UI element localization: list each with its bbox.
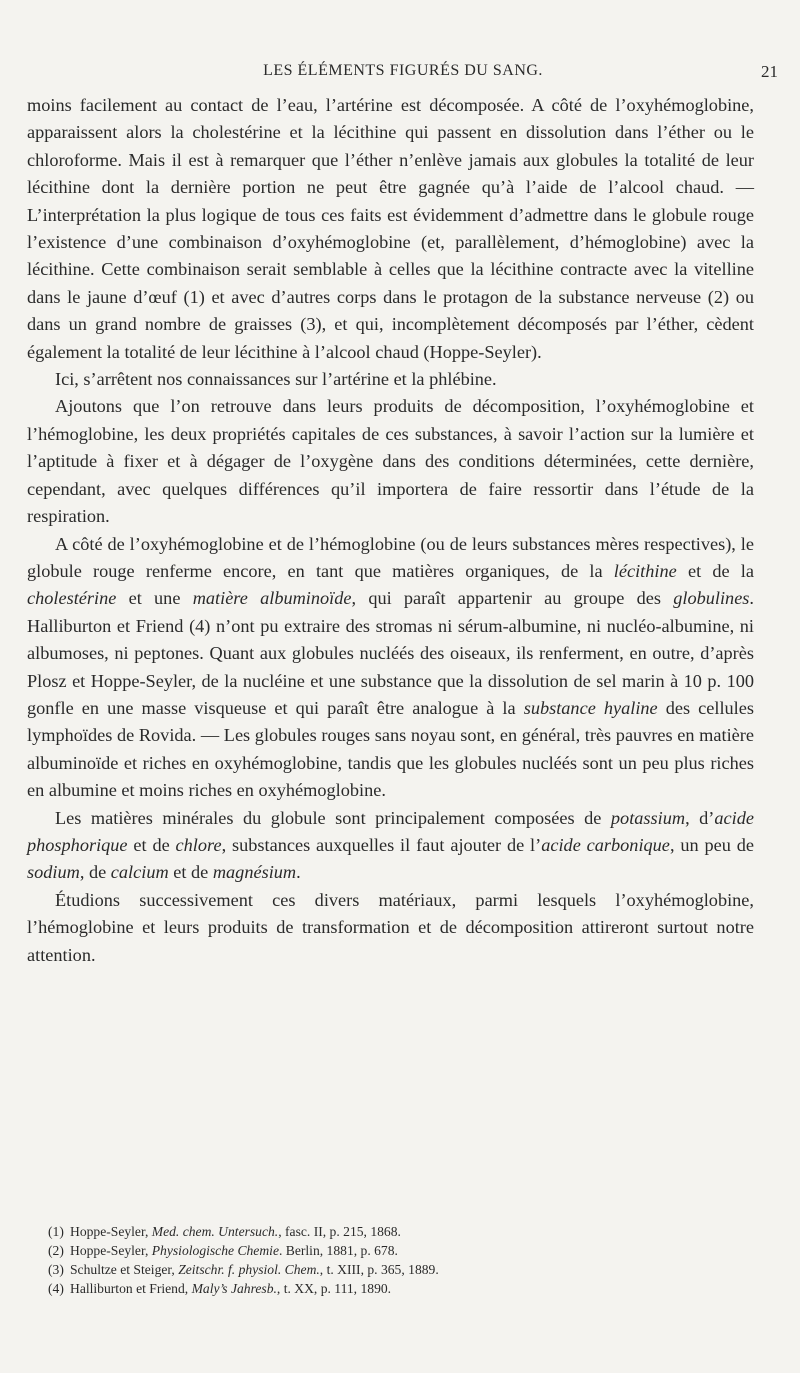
italic-term: Maly’s Jahresb. [191,1281,277,1296]
text-run: Halliburton et Friend, [70,1281,192,1296]
text-run: A côté de l’oxyhémoglobine et de l’hémoglobine (ou de leurs substances mères respectives), le globule rouge renferme encore, en tant que matières organiques, de la [27,533,754,581]
text-run: . [296,862,301,883]
text-run: Hoppe-Seyler, [70,1243,152,1258]
text-run: Schultze et Steiger, [70,1262,179,1277]
text-run: Ici, s’arrêtent nos connaissances sur l’artérine et la phlébine. [55,369,497,390]
text-run: et de [127,834,176,855]
italic-term: acide carbonique [541,834,670,855]
text-run: , t. XIII, p. 365, 1889. [319,1262,439,1277]
running-title: LES ÉLÉMENTS FIGURÉS DU SANG. [263,62,543,79]
paragraph [27,92,754,366]
text-run: Étudions successivement ces divers matériaux, parmi lesquels l’oxyhémoglobine, l’hémoglobine et leurs produits de transformation et de décomposition attireront surtout notre attention. [27,889,754,965]
italic-term: Med. chem. Untersuch. [151,1224,279,1239]
footnote [48,1260,748,1279]
paragraph [27,393,754,530]
text-run: Ajoutons que l’on retrouve dans leurs produits de décomposition, l’oxyhémoglobine et l’hémoglobine, les deux propriétés capitales de ces substances, à savoir l’action sur la lumière et l’aptitude à fixer et à dégager de l’oxygène dans des conditions déterminées, cette dernière, cependant, avec quelques différences qu’il importera de faire ressortir dans l’étude de la respiration. [27,396,754,527]
text-run: Les matières minérales du globule sont principalement composées de [55,807,611,828]
paragraph [27,887,754,969]
italic-term: matière albuminoïde [192,588,352,609]
text-run: , d’ [685,807,715,828]
text-run: , fasc. II, p. 215, 1868. [278,1224,401,1239]
italic-term: Zeitschr. f. physiol. Chem. [178,1262,320,1277]
italic-term: lécithine [613,560,677,581]
paragraph [27,366,754,393]
text-run: . Halliburton et Friend (4) n’ont pu extraire des stromas ni sérum-albumine, ni nucléo-albumine, ni albumoses, ni peptones. Quant aux globules nucléés des oiseaux, ils renferment, en outre, d’après Plosz et Hoppe-Seyler, de la nucléine et une substance que la dissolution de sel marin à 10 p. 100 gonfle en une masse visqueuse et qui paraît être analogue à la [27,588,754,718]
text-run: . Berlin, 1881, p. 678. [278,1243,398,1258]
body-text [27,92,754,969]
footnote-number: (4) [48,1281,64,1296]
footnote-number: (3) [48,1262,64,1277]
italic-term: chlore [175,834,222,855]
text-run: , qui paraît appartenir au groupe des [351,588,674,609]
italic-term: calcium [110,862,169,883]
footnotes [48,1222,748,1298]
footnote-number: (2) [48,1243,64,1258]
text-run: et de [168,862,213,883]
italic-term: sodium [27,862,80,883]
text-run: et de la [676,560,754,581]
text-run: moins facilement au contact de l’eau, l’artérine est décomposée. A côté de l’oxyhémoglobine, apparaissent alors la cholestérine et la lécithine qui passent en dissolution dans l’éther ou le chloroforme. Mais il est à remarquer que l’éther n’enlève jamais aux globules la totalité de leur lécithine dont la dernière portion ne peut être gagnée qu’à l’aide de l’alcool chaud. — L’interprétation la plus logique de tous ces faits est évidemment d’admettre dans le globule rouge l’existence d’une combinaison d’oxyhémoglobine (et, parallèlement, d’hémoglobine) avec la lécithine. Cette combinaison serait semblable à celles que la lécithine contracte avec la vitelline dans le jaune d’œuf (1) et avec d’autres corps dans le protagon de la substance nerveuse (2) ou dans un grand nombre de graisses (3), et qui, incomplètement décomposés par l’éther, cèdent également la totalité de leur lécithine à l’alcool chaud (Hoppe-Seyler). [27,95,754,362]
text-run: , substances auxquelles il faut ajouter de l’ [221,834,542,855]
text-run: , un peu de [669,834,754,855]
italic-term: acide phosphorique [27,807,754,855]
footnote-number: (1) [48,1224,64,1239]
page-number: 21 [761,62,778,81]
footnote [48,1222,748,1241]
italic-term: Physiologische Chemie [151,1243,279,1258]
running-head [28,62,778,86]
italic-term: substance hyaline [523,697,658,718]
text-run: et une [116,588,193,609]
italic-term: magnésium [212,862,297,883]
italic-term: potassium [610,807,686,828]
text-run: des cellules lymphoïdes de Rovida. — Les globules rouges sans noyau sont, en général, très pauvres en matière albuminoïde et riches en oxyhémoglobine, tandis que les globules nucléés sont un peu plus riches en albumine et moins riches en oxyhémoglobine. [27,697,754,801]
paragraph [27,531,754,805]
italic-term: globulines [673,588,750,609]
footnote [48,1241,748,1260]
text-run: Hoppe-Seyler, [70,1224,152,1239]
italic-term: cholestérine [27,588,117,609]
paragraph [27,805,754,887]
text-run: , t. XX, p. 111, 1890. [276,1281,392,1296]
text-run: , de [79,862,111,883]
footnote [48,1279,748,1298]
